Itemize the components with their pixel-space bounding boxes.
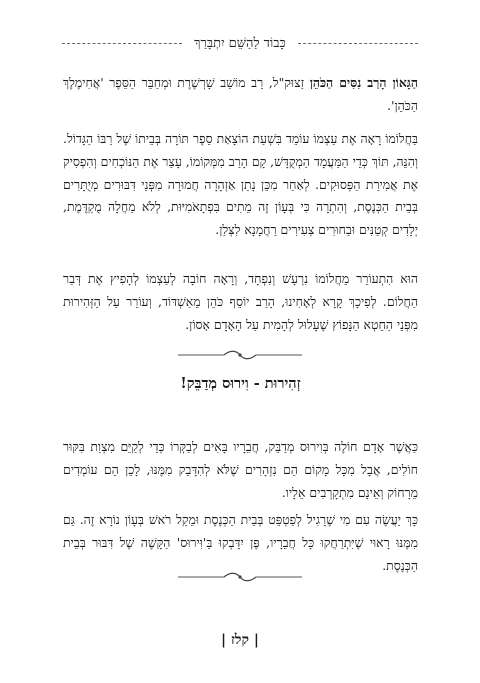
paragraph-dream: בַּחֲלוֹמוֹ רָאָה אֶת עַצְמוֹ עוֹמֵד בִּשְׁעַת הוֹצָאַת סֵפֶר תּוֹרָה בְּבֵיתוֹ שֶׁל רַבּוֹ הַגָּדוֹל. וְהִנֵּה, תּוֹךְ כְּדֵי הַמַּעֲמָד הַמְקֻדָּשׁ, קָם הָרַב מִמְּקוֹמוֹ, עָצַר אֶת הַנּוֹכְחִים וְהִפְסִיק אֶת אֲמִירַת הַפְּסוּקִים. לְאַחַר מִכֵּן נָתַן אַזְהָרָה חֲמוּרָה מִפְּנֵי דִּבּוּרִים מְיֻתָּרִים בְּבֵית הַכְּנֶסֶת, וְהִתְרָה כִּי בְּעָוֹן זֶה מֵתִים בִּפְתָאֹמִיּוּת, לְלֹא מַחֲלָה מֻקְדֶּמֶת, יְלָדִים קְטַנִּים וּבַחוּרִים צְעִירִים רַחֲמָנָא לִצְּלַן. [63, 131, 418, 238]
header-rule-right [298, 43, 418, 44]
section-heading: זְהִירוּת - וִירוּס מְדַבֵּק! [180, 375, 301, 392]
header-rule-left [62, 43, 182, 44]
paragraph-conclusion: כָּךְ יַעֲשֶׂה עִם מִי שֶׁרָגִיל לְפַטְפֵּט בְּבֵית הַכְּנֶסֶת וּמֵקַל רֹאשׁ בְּעָוֹן נוֹרָא זֶה. גַּם מִמֶּנּוּ רָאוּי שֶׁיִּתְרַחֲקוּ כָּל חֲבֵרָיו, פֶּן יִדָּבְקוּ בַּ'וִּירוּס' הַקָּשֶׁה שֶׁל דִּבּוּר בְּבֵית הַכְּנֶסֶת. [63, 512, 418, 573]
intro-paragraph [63, 72, 418, 118]
intro-text: זַצוּק"ל, רַב מוֹשַׁב שָׁרְשֶׁרֶת וּמְחַבֵּר הַסֵּפֶר 'אֲחִימֶלֶךְ הַכֹּהֵן'. [63, 75, 418, 113]
paragraph-virus-analogy: כַּאֲשֶׁר אָדָם חוֹלֶה בְּוִירוּס מְדַבֵּק, חֲבֵרָיו בָּאִים לְבַקְּרוֹ כְּדֵי לְקַיֵּם מִצְוַת בִּקּוּר חוֹלִים, אֲבָל מִכָּל מָקוֹם הֵם נִזְהָרִים שֶׁלֹּא לְהִדָּבֵק מִמֶּנּוּ, לָכֵן הֵם עוֹמְדִים מֵרָחוֹק וְאֵינָם מִתְקָרְבִים אֵלָיו. [63, 439, 418, 500]
end-divider-ornament [176, 571, 304, 583]
header-title: כָּבוֹד לַהַשֵּׁם יִתְבָּרַךְ [194, 36, 286, 51]
page-number: | קלז | [221, 632, 259, 648]
section-divider-ornament [176, 349, 304, 361]
running-header [62, 34, 418, 52]
paragraph-awakening: הוּא הִתְעוֹרֵר מֵחֲלוֹמוֹ נִרְעָשׁ וְנִפְחָד, וְרָאָה חוֹבָה לְעַצְמוֹ לְהָפִיץ אֶת דְּבַר הַחֲלוֹם. לְפִיכָךְ קָרָא לְאָחִינוּ, הָרַב יוֹסֵף כֹּהֵן מֵאַשְׁדּוֹד, וְעוֹרֵר עַל הַזְּהִירוּת מִפְּנֵי הַחֵטְא הַנָּפוֹץ שֶׁעָלוּל לְהָמִית עַל הָאָדָם אָסוֹן. [63, 271, 418, 332]
author-name: הַגָּאוֹן הָרַב נִסִּים הַכֹּהֵן [309, 75, 418, 90]
